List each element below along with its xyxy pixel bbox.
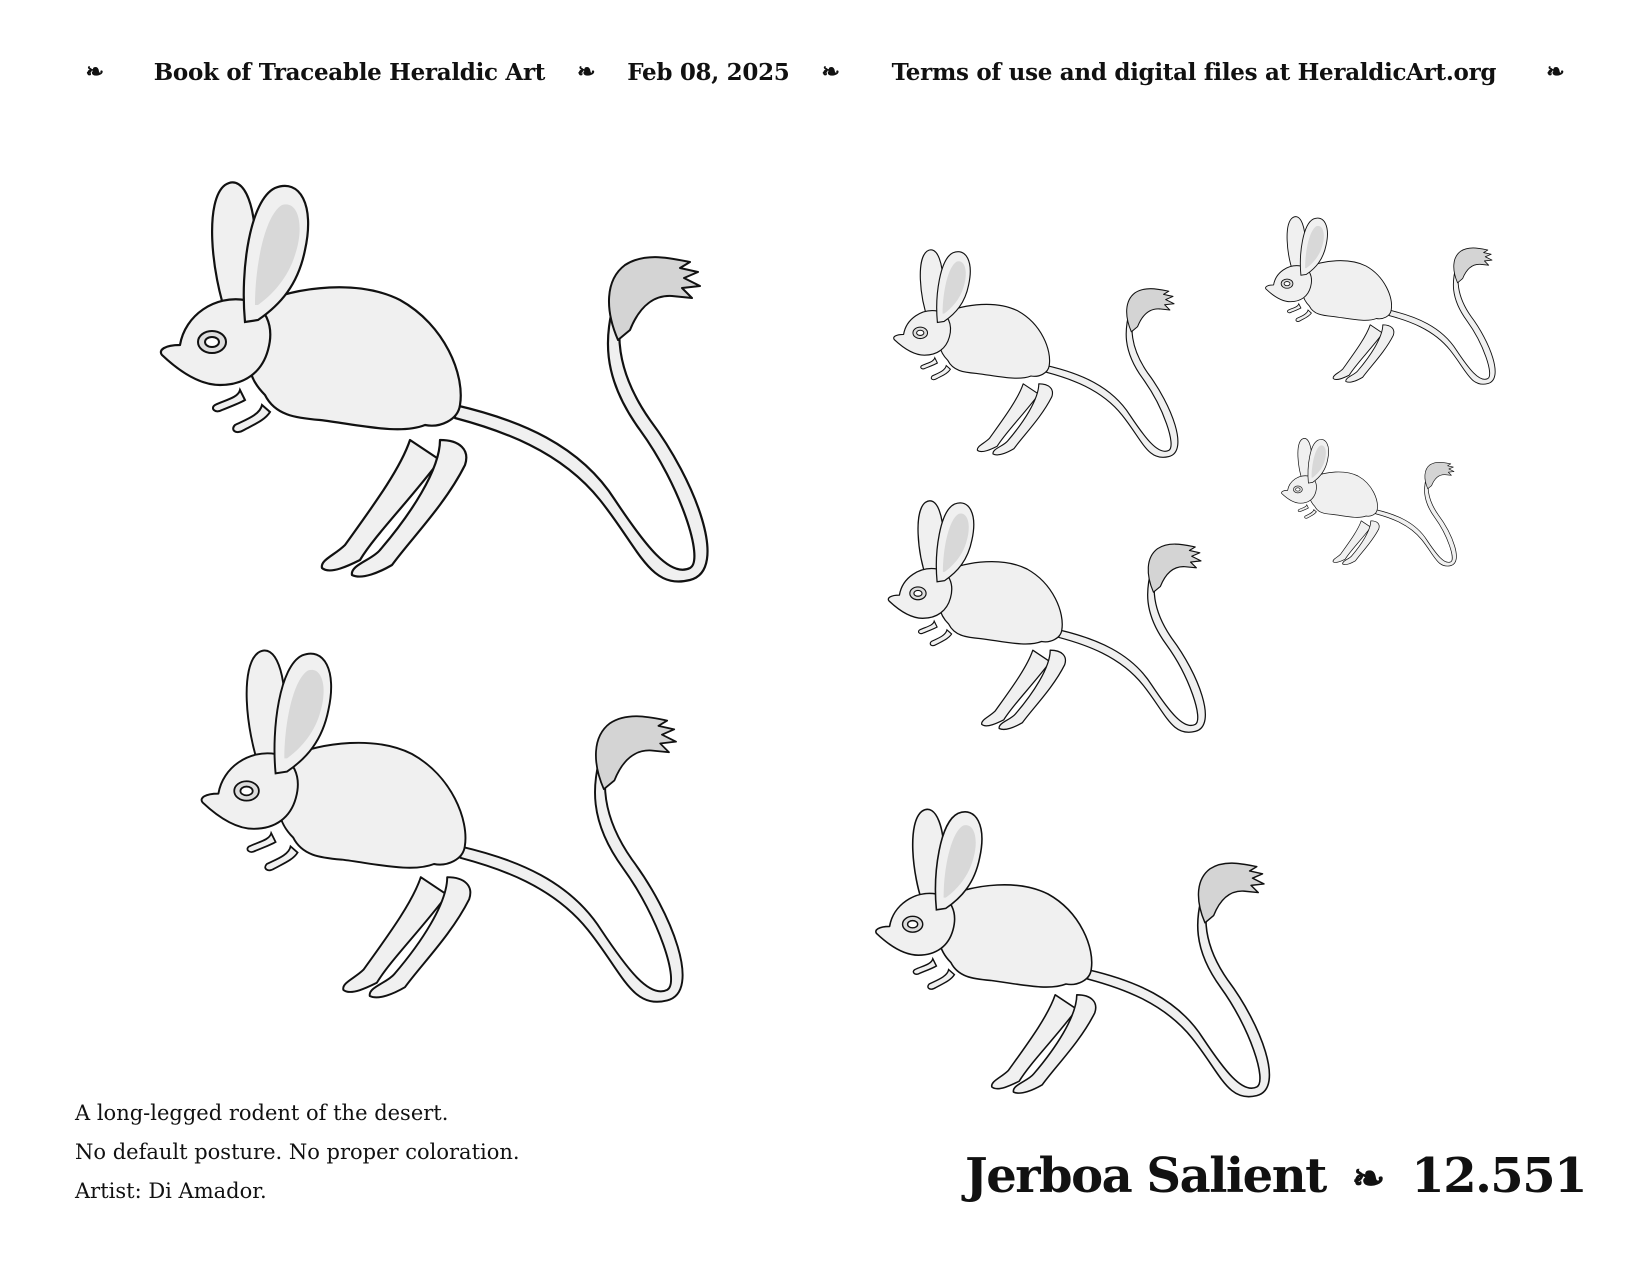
jerboa-small-4 <box>1281 438 1456 566</box>
description-line: No default posture. No proper coloration. <box>75 1140 520 1164</box>
fleuron-ornament: ❧ <box>821 59 840 85</box>
header-date: Feb 08, 2025 <box>627 58 790 86</box>
jerboa-large <box>161 182 708 581</box>
plate-name: Jerboa Salient <box>965 1148 1326 1204</box>
terms-link-text: Terms of use and digital files at HeraldicArt.org <box>891 58 1497 86</box>
jerboa-small-2 <box>1266 217 1496 385</box>
fleuron-ornament: ❧ <box>85 59 104 85</box>
artist-credit: Artist: Di Amador. <box>75 1179 267 1203</box>
book-title: Book of Traceable Heraldic Art <box>153 58 546 86</box>
fleuron-ornament: ❧ <box>1546 59 1565 85</box>
fleuron-ornament: ❧ <box>1351 1155 1386 1202</box>
fleuron-ornament: ❧ <box>577 59 596 85</box>
jerboa-medium <box>202 651 683 1002</box>
plate-title <box>965 1148 1586 1218</box>
jerboa-small-5 <box>876 809 1270 1096</box>
description <box>75 1094 520 1211</box>
jerboa-small-3 <box>888 501 1205 732</box>
description-line: A long-legged rodent of the desert. <box>75 1101 449 1125</box>
jerboa-small-1 <box>894 250 1178 458</box>
plate-number: 12.551 <box>1411 1148 1586 1204</box>
